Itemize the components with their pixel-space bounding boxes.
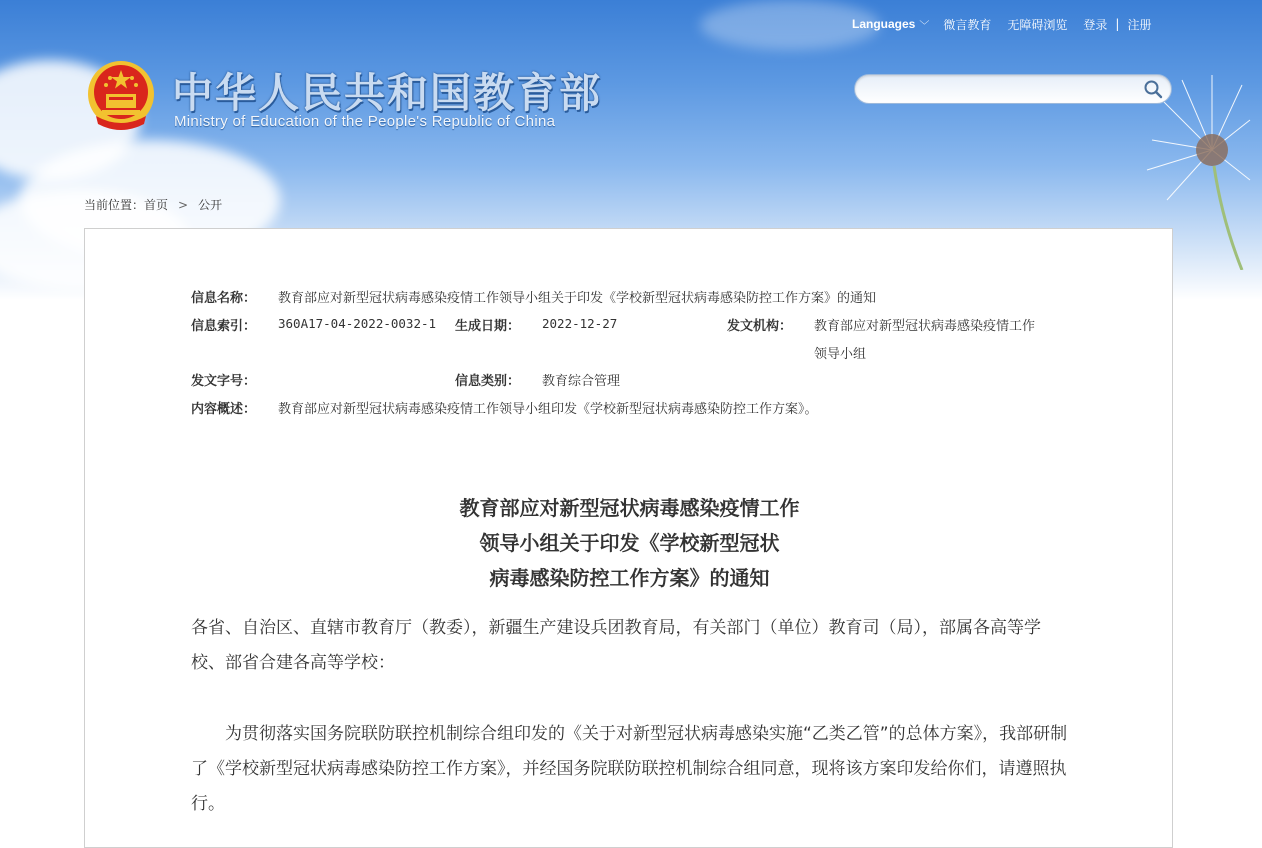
org-value-line2: 领导小组	[814, 347, 867, 362]
breadcrumb-prefix: 当前位置：	[84, 198, 145, 212]
breadcrumb-item-public[interactable]: 公开	[198, 198, 223, 212]
org-value-line1: 教育部应对新型冠状病毒感染疫情工作	[814, 319, 1036, 334]
document-title-line: 领导小组关于印发《学校新型冠状	[479, 531, 780, 555]
top-links	[852, 14, 1151, 34]
breadcrumb	[84, 196, 222, 213]
search-input[interactable]	[869, 78, 1133, 102]
category-label: 信息类别：	[455, 374, 521, 389]
search-icon[interactable]	[1143, 79, 1163, 99]
org-label: 发文机构：	[727, 319, 793, 334]
category-value: 教育综合管理	[542, 374, 621, 389]
login-link[interactable]: 登录	[1083, 17, 1108, 32]
breadcrumb-separator: >	[178, 198, 189, 212]
document-title-line: 教育部应对新型冠状病毒感染疫情工作	[459, 496, 800, 520]
info-name-label: 信息名称：	[191, 291, 257, 306]
weibo-link[interactable]: 微言教育	[943, 17, 992, 32]
languages-link[interactable]: Languages	[852, 17, 916, 31]
document-title-line: 病毒感染防控工作方案》的通知	[489, 566, 770, 590]
docno-label: 发文字号：	[191, 374, 257, 389]
info-index-label: 信息索引：	[191, 319, 257, 334]
info-index-value: 360A17-04-2022-0032-1	[278, 316, 437, 331]
chevron-down-icon[interactable]: ﹀	[919, 20, 930, 32]
national-emblem-icon	[86, 58, 156, 132]
register-link[interactable]: 注册	[1127, 17, 1152, 32]
site-title: 中华人民共和国教育部	[172, 69, 602, 117]
breadcrumb-item-home[interactable]: 首页	[144, 198, 169, 212]
site-subtitle: Ministry of Education of the People's Republic of China	[174, 113, 556, 130]
summary-label: 内容概述：	[191, 402, 257, 417]
link-separator: |	[1115, 17, 1120, 31]
document-title	[85, 491, 1174, 596]
accessibility-link[interactable]: 无障碍浏览	[1007, 17, 1068, 32]
content-panel	[84, 228, 1173, 848]
document-paragraph: 各省、自治区、直辖市教育厅（教委），新疆生产建设兵团教育局，有关部门（单位）教育司（局），部属各高等学校、部省合建各高等学校：	[191, 618, 1041, 673]
date-label: 生成日期：	[455, 319, 521, 334]
document-paragraph: 为贯彻落实国务院联防联控机制综合组印发的《关于对新型冠状病毒感染实施“乙类乙管”的总体方案》，我部研制了《学校新型冠状病毒感染防控工作方案》，并经国务院联防联控机制综合组同意，现将该方案印发给你们，请遵照执行。	[191, 724, 1068, 814]
search-box[interactable]	[854, 74, 1172, 104]
info-name-value: 教育部应对新型冠状病毒感染疫情工作领导小组关于印发《学校新型冠状病毒感染防控工作方案》的通知	[278, 291, 877, 306]
summary-value: 教育部应对新型冠状病毒感染疫情工作领导小组印发《学校新型冠状病毒感染防控工作方案》。	[278, 402, 818, 417]
date-value: 2022-12-27	[542, 316, 618, 331]
